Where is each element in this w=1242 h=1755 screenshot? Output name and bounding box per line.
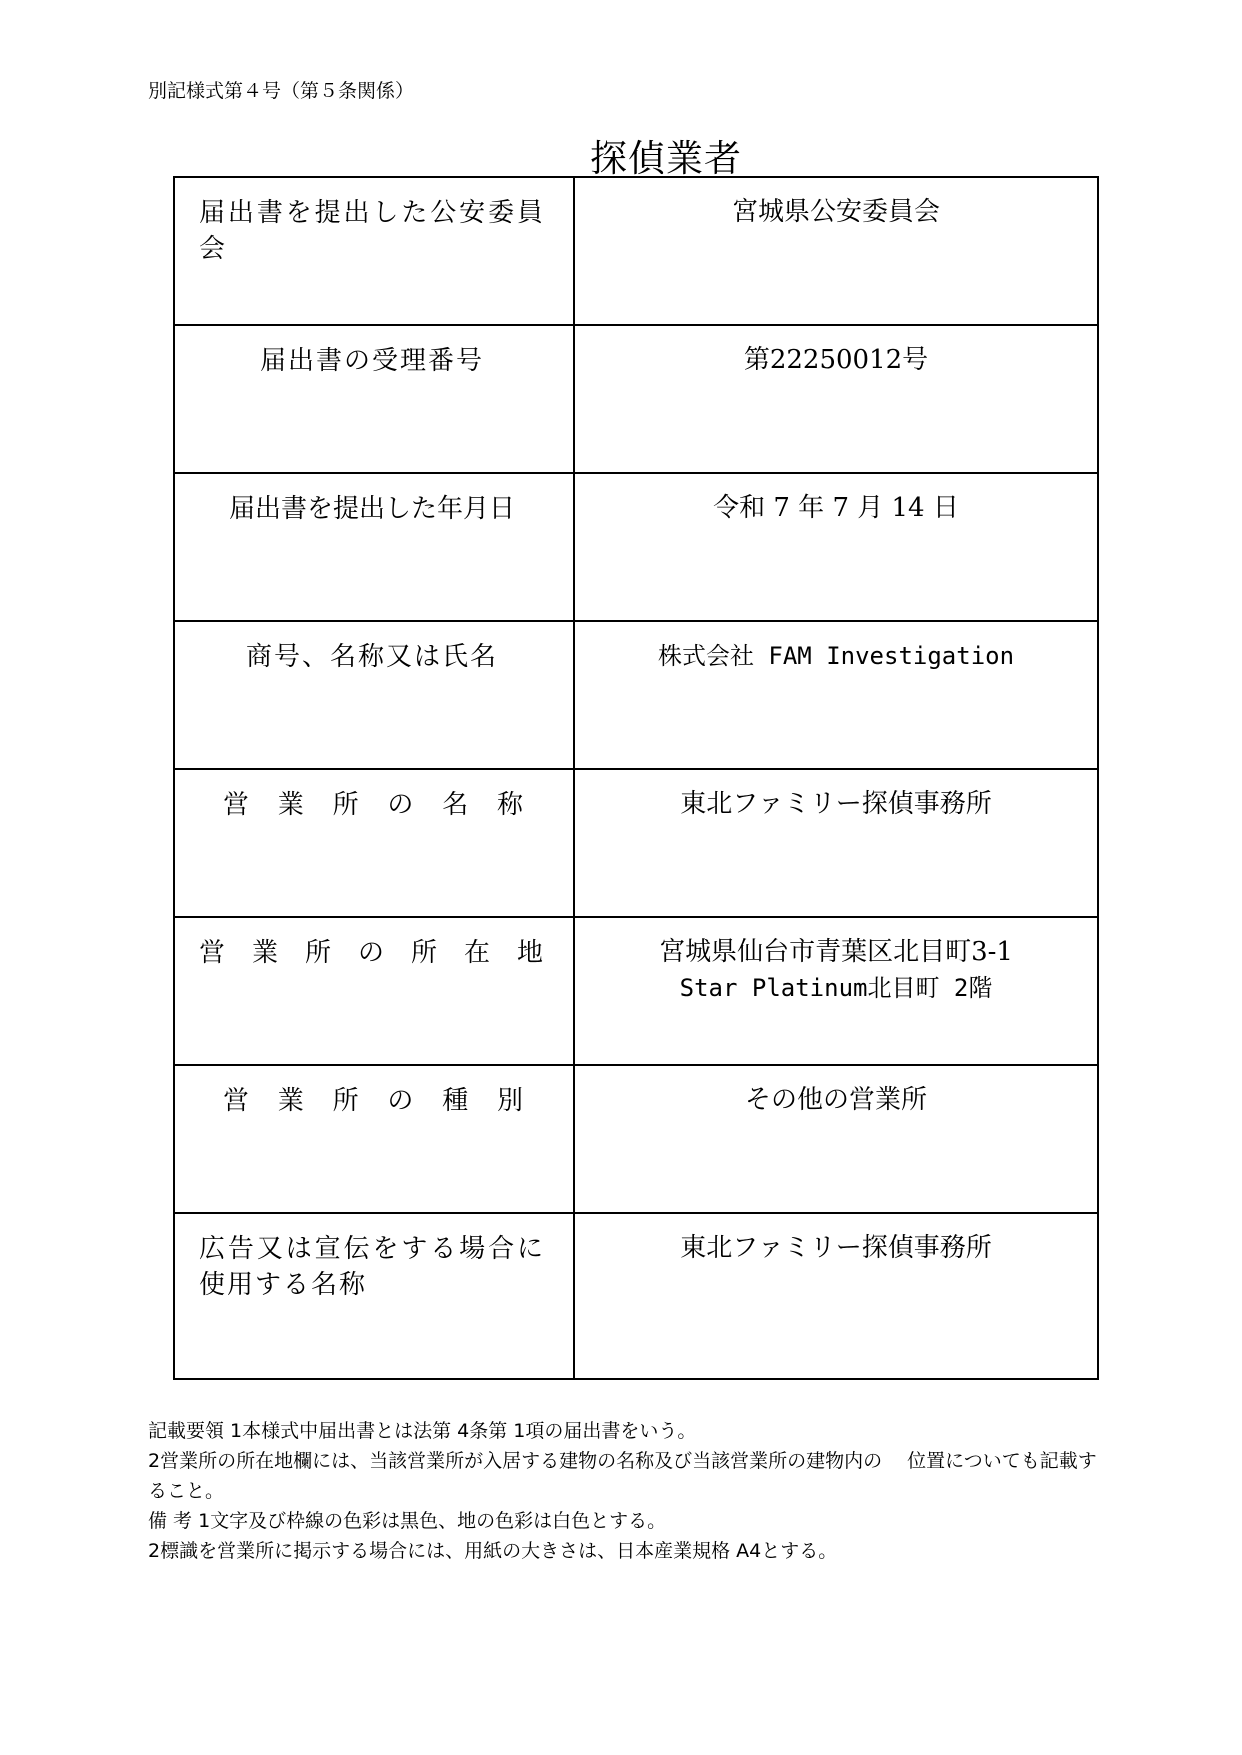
value-trade-name: 株式会社 FAM Investigation	[574, 621, 1098, 769]
value-advertising-name: 東北ファミリー探偵事務所	[574, 1213, 1098, 1379]
label-trade-name: 商号、名称又は氏名	[174, 621, 574, 769]
table-row	[174, 1213, 1098, 1379]
value-commission: 宮城県公安委員会	[574, 177, 1098, 325]
table-row	[174, 769, 1098, 917]
note-line: 2営業所の所在地欄には、当該営業所が入居する建物の名称及び当該営業所の建物内の 位置についても記載すること。	[148, 1450, 1097, 1502]
label-office-name: 営業所の名称	[174, 769, 574, 917]
note-line: 2標識を営業所に掲示する場合には、用紙の大きさは、日本産業規格 A4とする。	[148, 1540, 838, 1562]
value-office-name: 東北ファミリー探偵事務所	[574, 769, 1098, 917]
label-advertising-name: 広告又は宣伝をする場合に使用する名称	[174, 1213, 574, 1379]
note-line: 備 考 1文字及び枠線の色彩は黒色、地の色彩は白色とする。	[148, 1510, 667, 1532]
value-receipt-number: 第22250012号	[574, 325, 1098, 473]
table-row	[174, 473, 1098, 621]
sign-table	[173, 176, 1099, 1380]
label-submission-date: 届出書を提出した年月日	[174, 473, 574, 621]
table-row	[174, 621, 1098, 769]
label-commission: 届出書を提出した公安委員会	[174, 177, 574, 325]
note-line: 記載要領 1本様式中届出書とは法第 4条第 1項の届出書をいう。	[148, 1420, 697, 1442]
label-receipt-number: 届出書の受理番号	[174, 325, 574, 473]
label-office-address: 営業所の所在地	[174, 917, 574, 1065]
table-row	[174, 1065, 1098, 1213]
value-office-address	[574, 917, 1098, 1065]
address-line-2: Star Platinum北目町 2階	[679, 974, 993, 1002]
table-row	[174, 177, 1098, 325]
table-row	[174, 917, 1098, 1065]
address-line-1: 宮城県仙台市青葉区北目町3-1	[659, 937, 1013, 967]
table-row	[174, 325, 1098, 473]
value-office-type: その他の営業所	[574, 1065, 1098, 1213]
page-title: 探偵業者	[590, 137, 742, 180]
label-office-type: 営業所の種別	[174, 1065, 574, 1213]
value-submission-date: 令和 7 年 7 月 14 日	[574, 473, 1098, 621]
notes-section	[148, 1416, 1108, 1566]
form-reference: 別記様式第４号（第５条関係）	[148, 80, 415, 102]
